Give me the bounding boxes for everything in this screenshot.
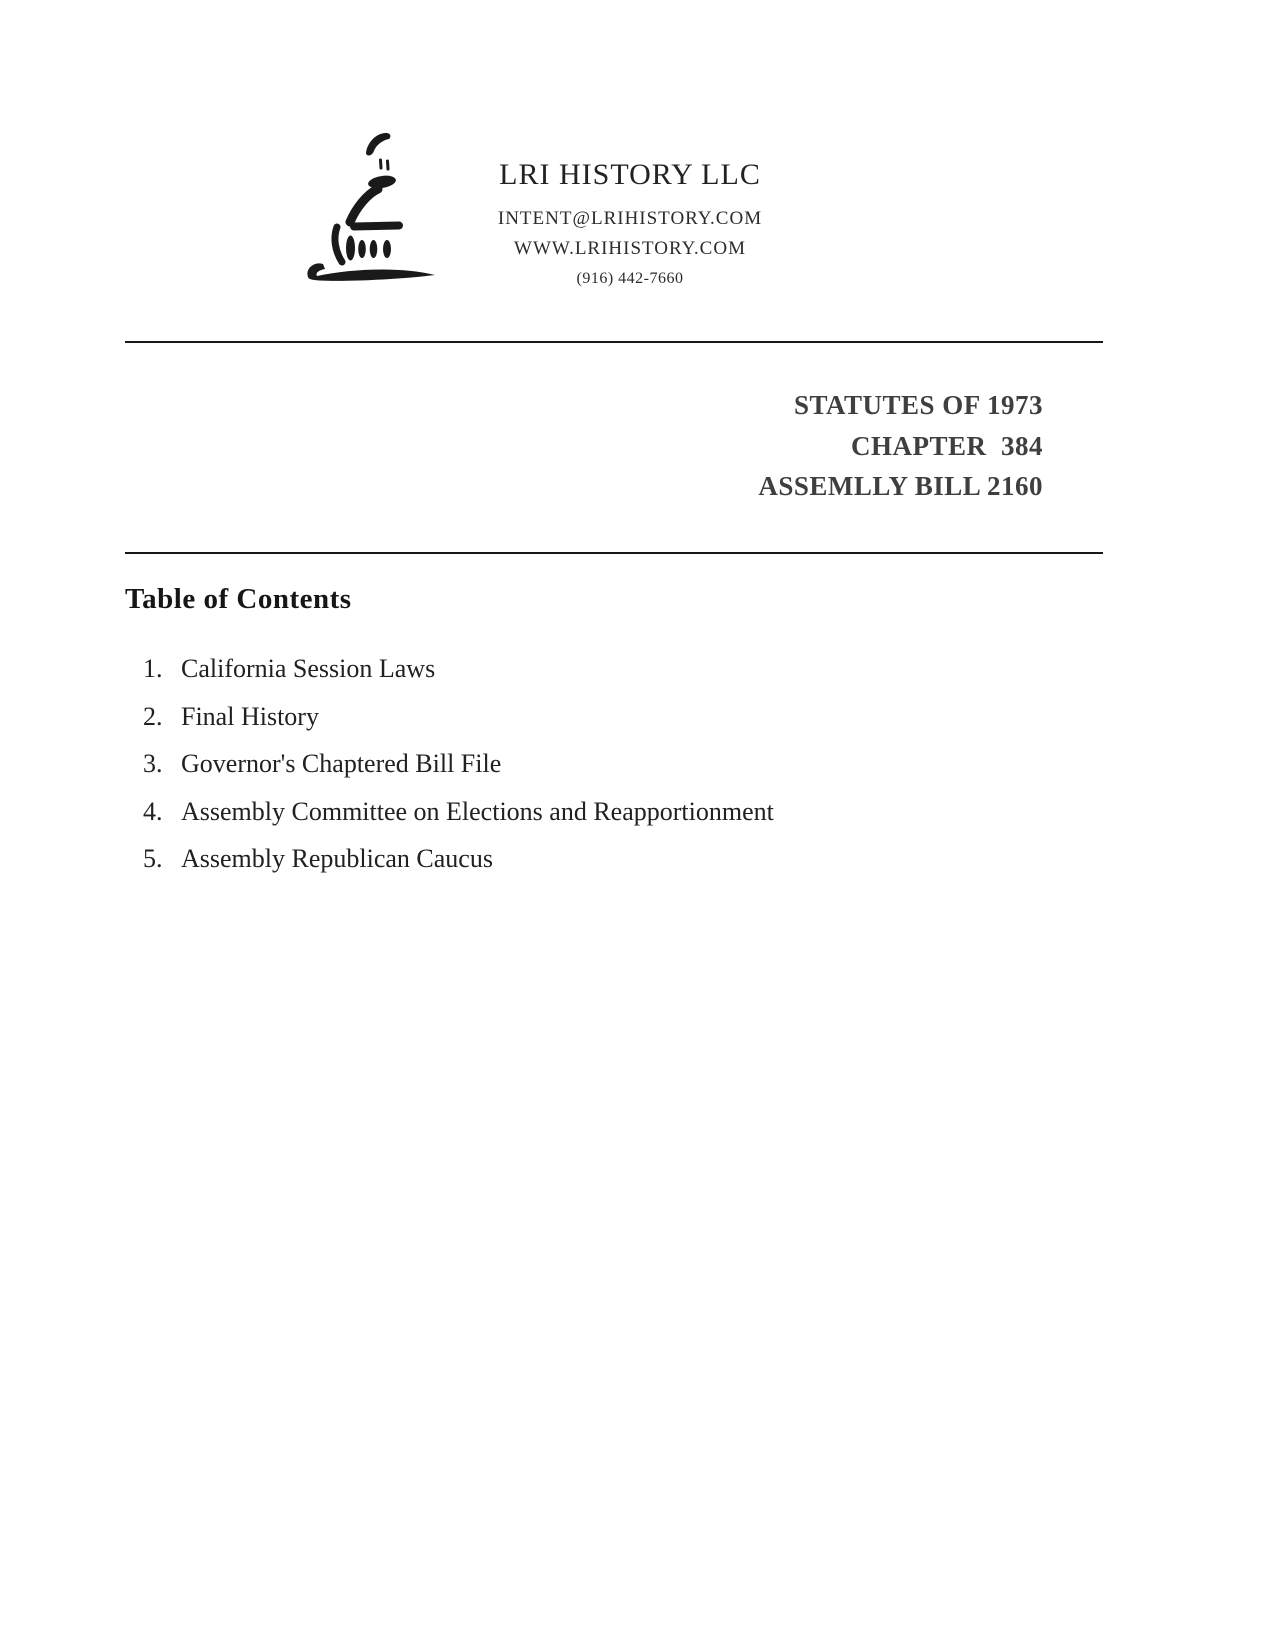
toc-item-label: California Session Laws	[181, 654, 436, 683]
company-email: INTENT@LRIHISTORY.COM	[497, 208, 763, 229]
horizontal-rule-top	[125, 341, 1103, 343]
assembly-bill-line: ASSEMLLY BILL 2160	[758, 471, 1043, 501]
company-phone: (916) 442-7660	[576, 270, 684, 287]
toc-item-assembly-committee-elections	[143, 796, 1043, 826]
toc-list	[143, 656, 1043, 894]
capitol-dome-logo-icon	[292, 126, 442, 296]
toc-item-label: Assembly Committee on Elections and Reapportionment	[181, 796, 774, 826]
toc-heading: Table of Contents	[125, 583, 352, 615]
toc-item-number: 3.	[143, 749, 163, 778]
toc-item-label: Final History	[181, 701, 319, 731]
statute-title-block	[758, 385, 1043, 507]
toc-item-label: Governor's Chaptered Bill File	[181, 749, 502, 778]
statutes-year-line: STATUTES OF 1973	[793, 390, 1043, 420]
horizontal-rule-middle	[125, 552, 1103, 554]
letterhead	[460, 158, 800, 293]
toc-item-number: 1.	[143, 654, 163, 683]
toc-item-number: 5.	[143, 844, 163, 873]
toc-item-california-session-laws	[143, 656, 1043, 682]
company-website: WWW.LRIHISTORY.COM	[514, 238, 746, 259]
chapter-line: CHAPTER 384	[850, 430, 1043, 461]
toc-item-label: Assembly Republican Caucus	[181, 844, 493, 873]
toc-item-assembly-republican-caucus	[143, 846, 1043, 872]
toc-item-governors-chaptered-bill-file	[143, 751, 1043, 777]
toc-item-final-history	[143, 701, 1043, 731]
company-name: LRI HISTORY LLC	[499, 158, 761, 191]
toc-item-number: 4.	[143, 796, 163, 826]
toc-item-number: 2.	[143, 701, 163, 731]
